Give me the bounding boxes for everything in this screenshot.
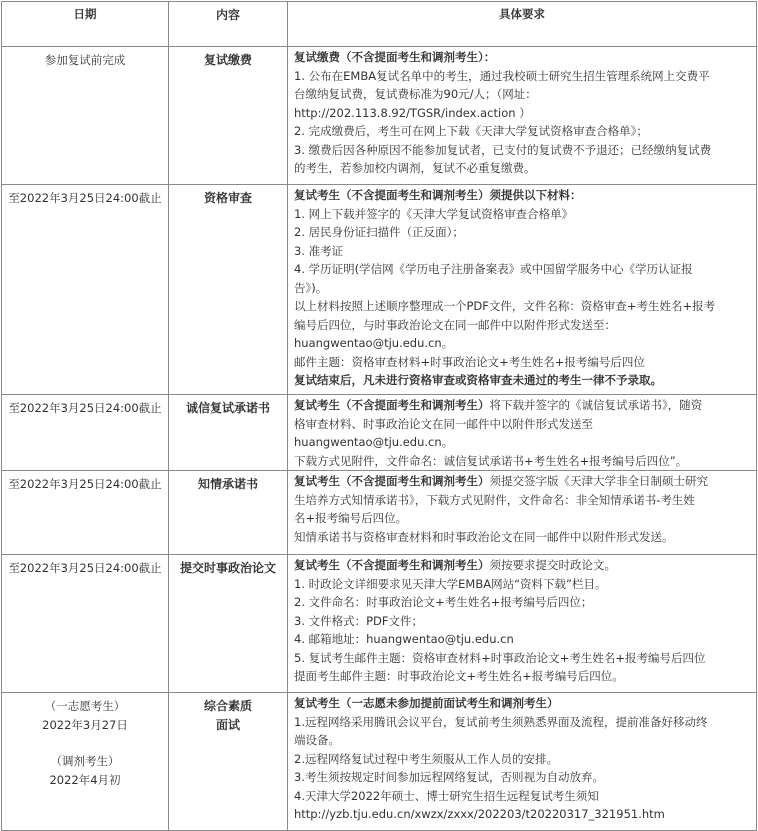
item-title: 知情承诺书 — [197, 477, 258, 491]
requirement-text: 1. 时政论文详细要求见天津大学EMBA网站“资料下载”栏目。 — [294, 576, 607, 591]
requirement-text: 知情承诺书与资格审查材料和时事政治论文在同一邮件中以附件形式发送。 — [294, 529, 674, 544]
requirement-line — [288, 185, 756, 205]
header-date: 日期 — [2, 2, 169, 47]
requirement-heading: 复试考生（一志愿未参加提前面试考生和调剂考生） — [294, 696, 559, 710]
requirement-line — [288, 67, 756, 86]
cell-requirements — [288, 185, 757, 395]
requirement-text: huangwentao@tju.edu.cn。 — [294, 435, 454, 449]
requirement-text: 名+报考编号后四位。 — [294, 511, 408, 525]
date-text — [2, 734, 168, 752]
item-title: 诚信复试承诺书 — [185, 401, 270, 415]
requirement-text: 3. 文件格式：PDF文件； — [294, 613, 424, 628]
requirement-line — [288, 85, 756, 104]
table-header-row — [2, 2, 757, 47]
requirement-heading: 复试结束后，凡未进行资格审查或资格审查未通过的考生一律不予录取。 — [294, 373, 662, 387]
requirement-line — [288, 768, 756, 787]
table-row — [2, 395, 757, 471]
cell-requirements — [288, 693, 757, 831]
cell-date — [2, 555, 169, 693]
requirement-text: 下载方式见附件，文件命名：诚信复试承诺书+考生姓名+报考编号后四位”。 — [294, 453, 688, 468]
requirement-text: 4.天津大学2022年硕士、博士研究生招生远程复试考生须知 — [294, 788, 599, 803]
requirement-text: 须按要求提交时政论文。 — [489, 558, 616, 572]
date-text: （一志愿考生） — [44, 699, 126, 713]
requirement-line — [288, 528, 756, 547]
requirement-text: 3. 缴费后因各种原因不能参加复试者，已支付的复试费不予退还；已经缴纳复试费 — [294, 142, 712, 157]
requirement-line — [288, 371, 756, 390]
requirement-line — [288, 141, 756, 160]
cell-date — [2, 471, 169, 555]
requirement-line — [288, 630, 756, 649]
requirement-line — [288, 471, 756, 491]
cell-item — [169, 47, 288, 185]
item-title: 复试缴费 — [203, 53, 252, 67]
cell-requirements — [288, 47, 757, 185]
cell-item — [169, 185, 288, 395]
requirement-line — [288, 491, 756, 510]
cell-item — [169, 555, 288, 693]
requirement-text: 格审查材料、时事政治论文在同一邮件中以附件形式发送至 — [294, 416, 593, 431]
requirement-line — [288, 693, 756, 713]
requirement-heading: 复试考生（不含提面考生和调剂考生） — [294, 558, 490, 572]
requirement-text: 3.考生须按规定时间参加远程网络复试，否则视为自动放弃。 — [294, 770, 604, 784]
requirements-table — [1, 1, 757, 831]
requirement-line — [288, 612, 756, 631]
requirement-text: huangwentao@tju.edu.cn。 — [294, 336, 454, 350]
table-row — [2, 555, 757, 693]
table-row — [2, 47, 757, 185]
item-title: 资格审查 — [203, 191, 252, 205]
requirement-text: http://202.113.8.92/TGSR/index.action ） — [294, 105, 531, 120]
requirement-line — [288, 649, 756, 668]
requirement-text: 告》)。 — [294, 280, 328, 295]
requirement-line — [288, 731, 756, 750]
date-text: 参加复试前完成 — [44, 53, 126, 67]
date-text: 至2022年3月25日24:00截止 — [8, 477, 162, 491]
requirement-line — [288, 415, 756, 434]
header-content: 内容 — [169, 2, 288, 47]
date-text: 2022年4月初 — [49, 772, 121, 787]
requirement-text: 以上材料按照上述顺序整理成一个PDF文件，文件名称：资格审查+考生姓名+报考 — [294, 299, 716, 313]
cell-item — [169, 693, 288, 831]
requirement-line — [288, 47, 756, 67]
requirement-line — [288, 104, 756, 123]
cell-date — [2, 395, 169, 471]
requirement-text: 1. 公布在EMBA复试名单中的考生，通过我校硕士研究生招生管理系统网上交费平 — [294, 68, 710, 83]
requirement-text: 须提交签字版《天津大学非全日制硕士研究 — [489, 474, 708, 488]
requirement-line — [288, 279, 756, 298]
requirement-line — [288, 433, 756, 452]
cell-requirements — [288, 395, 757, 471]
requirement-text: 2. 完成缴费后，考生可在网上下载《天津大学复试资格审查合格单》； — [294, 124, 648, 138]
requirement-text: 的考生，若参加校内调剂，复试不必重复缴费。 — [294, 161, 536, 175]
requirement-text: 2. 文件命名：时事政治论文+考生姓名+报考编号后四位； — [294, 595, 593, 609]
requirement-line — [288, 713, 756, 732]
requirement-text: 4. 学历证明(学信网《学历电子注册备案表》或中国留学服务中心《学历认证报 — [294, 262, 693, 276]
requirement-line — [288, 122, 756, 141]
requirement-text: 编号后四位，与时事政治论文在同一邮件中以附件形式发送至： — [294, 317, 616, 332]
requirement-text: 1.远程网络采用腾讯会议平台，复试前考生须熟悉界面及流程，提前准备好移动终 — [294, 714, 708, 729]
date-text: 至2022年3月25日24:00截止 — [8, 561, 162, 575]
requirement-line — [288, 242, 756, 261]
cell-date — [2, 47, 169, 185]
table-row — [2, 693, 757, 831]
cell-item — [169, 471, 288, 555]
requirement-text: 1. 网上下载并签字的《天津大学复试资格审查合格单》 — [294, 206, 574, 221]
date-text: 2022年3月27日 — [42, 717, 128, 732]
item-title: 综合素质 — [203, 699, 252, 713]
cell-requirements — [288, 471, 757, 555]
header-requirements: 具体要求 — [288, 2, 757, 47]
requirement-text: 2.远程网络复试过程中考生须服从工作人员的安排。 — [294, 751, 558, 766]
requirement-heading: 复试考生（不含提面考生和调剂考生） — [294, 398, 490, 412]
table-body — [2, 47, 757, 831]
requirement-line — [288, 260, 756, 279]
table-row — [2, 471, 757, 555]
requirement-line — [288, 316, 756, 335]
item-title: 面试 — [215, 717, 240, 732]
requirement-line — [288, 353, 756, 372]
requirement-text: 端设备。 — [294, 733, 340, 747]
requirement-line — [288, 593, 756, 612]
requirement-text: 3. 准考证 — [294, 243, 344, 258]
requirement-heading: 复试考生（不含提面考生和调剂考生） — [294, 474, 490, 488]
requirement-text: 提面考生邮件主题：时事政治论文+考生姓名+报考编号后四位。 — [294, 669, 624, 683]
cell-requirements — [288, 555, 757, 693]
date-text: （调剂考生） — [50, 754, 120, 768]
requirement-text: 台缴纳复试费，复试费标准为90元/人；（网址： — [294, 87, 537, 101]
requirement-line — [288, 509, 756, 528]
requirement-line — [288, 395, 756, 415]
requirement-line — [288, 297, 756, 316]
requirement-line — [288, 223, 756, 242]
requirement-text: 5. 复试考生邮件主题：资格审查材料+时事政治论文+考生姓名+报考编号后四位 — [294, 650, 706, 665]
requirement-line — [288, 750, 756, 769]
requirement-line — [288, 575, 756, 594]
requirement-line — [288, 555, 756, 575]
requirement-line — [288, 787, 756, 806]
requirement-line — [288, 205, 756, 224]
requirement-text: 4. 邮箱地址：huangwentao@tju.edu.cn — [294, 632, 514, 646]
requirement-text: http://yzb.tju.edu.cn/xwzx/zxxx/202203/t20220317_321951.htm — [294, 807, 665, 821]
cell-date — [2, 693, 169, 831]
cell-item — [169, 395, 288, 471]
requirement-line — [288, 805, 756, 824]
requirement-text: 2. 居民身份证扫描件（正反面）； — [294, 225, 464, 239]
requirement-heading: 复试考生（不含提面考生和调剂考生）须提供以下材料： — [294, 188, 582, 202]
requirement-line — [288, 452, 756, 471]
cell-date — [2, 185, 169, 395]
requirement-line — [288, 159, 756, 178]
table-row — [2, 185, 757, 395]
requirement-text: 邮件主题：资格审查材料+时事政治论文+考生姓名+报考编号后四位 — [294, 354, 645, 369]
requirement-line — [288, 334, 756, 353]
item-title: 提交时事政治论文 — [179, 561, 276, 575]
date-text: 至2022年3月25日24:00截止 — [8, 401, 162, 415]
requirement-heading: 复试缴费（不含提面考生和调剂考生）： — [294, 50, 496, 64]
requirement-line — [288, 667, 756, 686]
requirement-text: 生培养方式知情承诺书》，下载方式见附件，文件命名：非全知情承诺书-考生姓 — [294, 492, 695, 507]
date-text: 至2022年3月25日24:00截止 — [8, 191, 162, 205]
requirement-text: 将下载并签字的《诚信复试承诺书》，随资 — [489, 398, 703, 412]
